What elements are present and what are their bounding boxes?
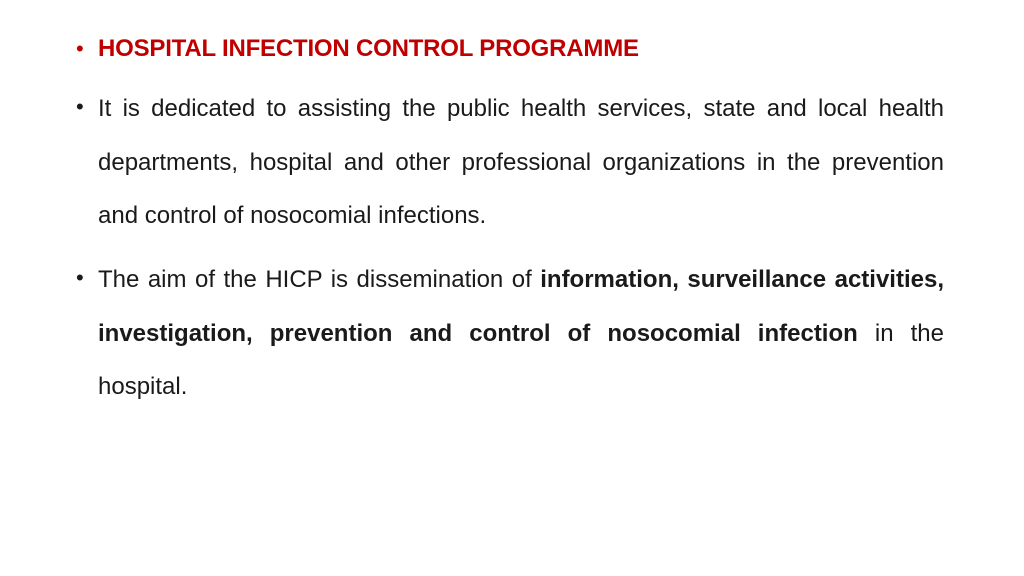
heading-bullet (76, 32, 944, 66)
bullet-hicp-aim (76, 253, 944, 414)
bullet-hicp-purpose (76, 82, 944, 243)
aim-emphasis-text: information, surveillance activities, investigation, prevention and control of nosocomial infection (98, 266, 944, 347)
aim-outro-text: in the hospital. (98, 319, 944, 400)
slide-heading: HOSPITAL INFECTION CONTROL PROGRAMME (98, 35, 639, 62)
bullet-marker: • (76, 36, 84, 61)
bullet-marker: • (76, 94, 84, 119)
aim-intro-text: The aim of the HICP is dissemination of (98, 266, 541, 293)
bullet-marker: • (76, 265, 84, 290)
purpose-paragraph: It is dedicated to assisting the public health services, state and local health departments, hospital and other professional organizations in the prevention and control of nosocomial infections. (98, 95, 944, 229)
aim-paragraph (98, 253, 944, 414)
